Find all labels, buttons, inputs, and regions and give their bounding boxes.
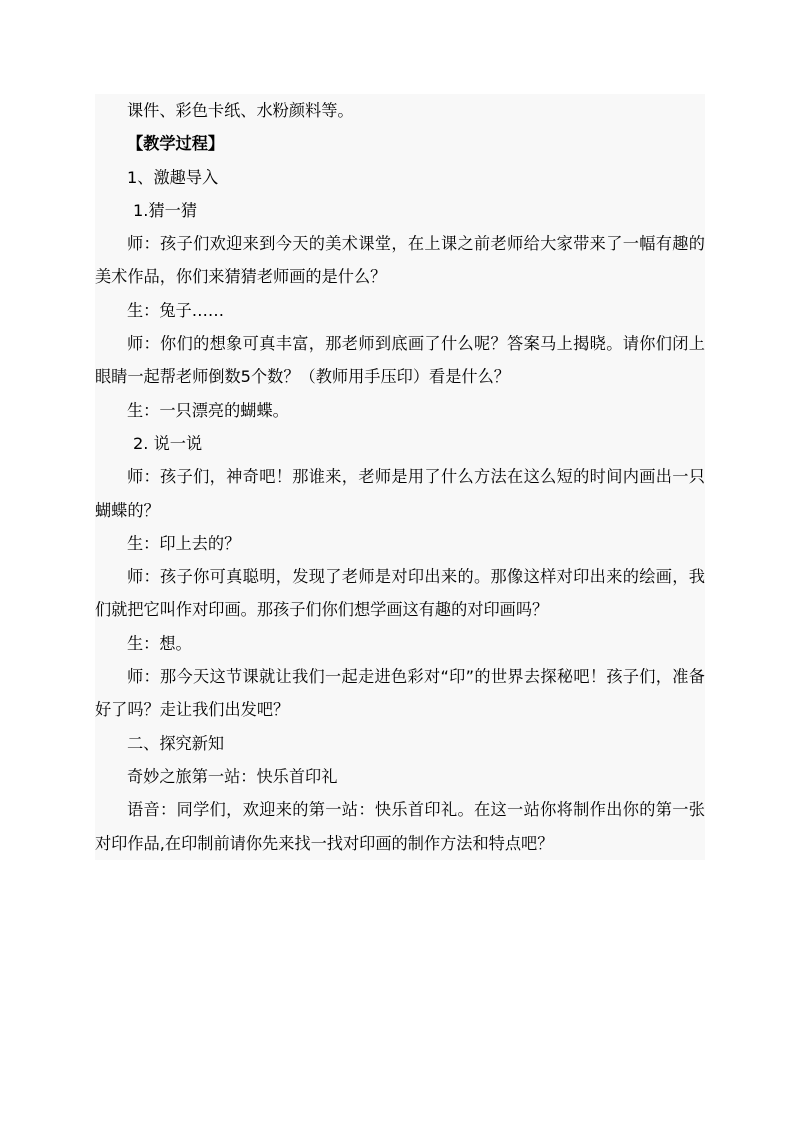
dialogue-paragraph: 语音：同学们，欢迎来的第一站：快乐首印礼。在这一站你将制作出你的第一张对印作品,在印制前请你先来找一找对印画的制作方法和特点吧？ <box>95 793 705 860</box>
dialogue-paragraph: 师：你们的想象可真丰富，那老师到底画了什么呢？答案马上揭晓。请你们闭上眼睛一起帮老师倒数5个数？（教师用手压印）看是什么？ <box>95 327 705 394</box>
subheading-discuss: 2. 说一说 <box>95 427 705 460</box>
heading-warm-up: 1、激趣导入 <box>95 161 705 194</box>
dialogue-paragraph: 师：那今天这节课就让我们一起走进色彩对“印”的世界去探秘吧！孩子们，准备好了吗？走让我们出发吧？ <box>95 660 705 727</box>
subheading-guess: 1.猜一猜 <box>95 194 705 227</box>
dialogue-paragraph: 师：孩子们，神奇吧！那谁来，老师是用了什么方法在这么短的时间内画出一只蝴蝶的？ <box>95 460 705 527</box>
dialogue-paragraph: 生：兔子…… <box>95 294 705 327</box>
dialogue-paragraph: 师：孩子们欢迎来到今天的美术课堂，在上课之前老师给大家带来了一幅有趣的美术作品，你们来猜猜老师画的是什么？ <box>95 227 705 294</box>
dialogue-paragraph: 师：孩子你可真聪明，发现了老师是对印出来的。那像这样对印出来的绘画，我们就把它叫作对印画。那孩子们你们想学画这有趣的对印画吗？ <box>95 560 705 627</box>
dialogue-paragraph: 生：一只漂亮的蝴蝶。 <box>95 394 705 427</box>
dialogue-paragraph: 生：想。 <box>95 627 705 660</box>
section-title-teaching-process: 【教学过程】 <box>95 127 705 160</box>
dialogue-paragraph: 生：印上去的？ <box>95 527 705 560</box>
heading-explore: 二、探究新知 <box>95 727 705 760</box>
materials-paragraph: 课件、彩色卡纸、水粉颜料等。 <box>95 94 705 127</box>
station-title: 奇妙之旅第一站：快乐首印礼 <box>95 760 705 793</box>
document-body <box>95 94 705 860</box>
